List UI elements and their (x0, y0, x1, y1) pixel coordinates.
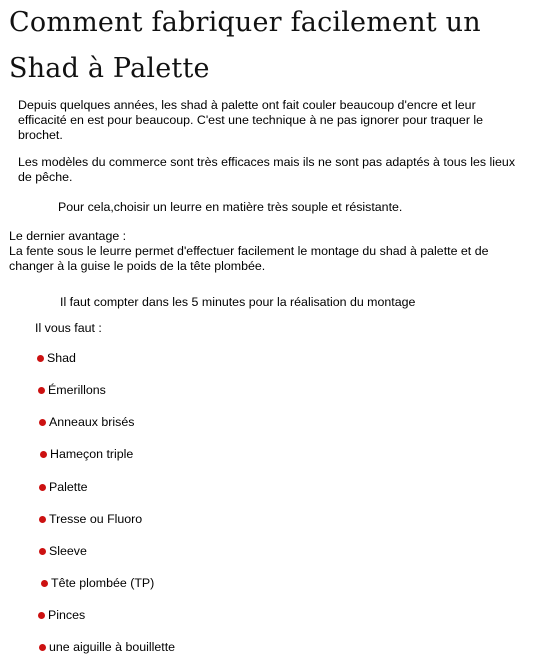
list-item-label: Pinces (48, 608, 86, 622)
bullet-dot-icon (38, 612, 45, 619)
list-item (39, 544, 87, 559)
list-item-label: Palette (49, 480, 88, 494)
intro-paragraph-1: Depuis quelques années, les shad à palette ont fait couler beaucoup d'encre et leur efficacité en est pour beaucoup. C'est une technique à ne pas ignorer pour traquer le brochet. (18, 98, 484, 142)
list-item (39, 512, 142, 527)
list-item-label: Sleeve (49, 544, 87, 558)
bullet-dot-icon (39, 419, 46, 426)
list-item (39, 480, 88, 495)
list-item (39, 415, 134, 430)
bullet-dot-icon (38, 387, 45, 394)
advantage-text: La fente sous le leurre permet d'effectuer facilement le montage du shad à palette et de changer à la guise le poids de la tête plombée. (9, 244, 489, 273)
time-note: Il faut compter dans les 5 minutes pour la réalisation du montage (60, 295, 416, 309)
list-item (38, 383, 106, 398)
list-item (37, 351, 76, 366)
list-item-label: Shad (47, 351, 76, 365)
advantage-heading: Le dernier avantage : (9, 229, 127, 243)
bullet-dot-icon (40, 451, 47, 458)
list-item-label: Hameçon triple (50, 447, 134, 461)
bullet-dot-icon (39, 548, 46, 555)
bullet-dot-icon (39, 516, 46, 523)
page-title: Comment fabriquer facilement un Shad à Palette (9, 7, 481, 84)
list-item (38, 608, 85, 623)
advantage-section (9, 229, 531, 274)
bullet-dot-icon (37, 355, 44, 362)
bullet-dot-icon (39, 484, 46, 491)
list-item (39, 640, 175, 655)
bullet-dot-icon (39, 644, 46, 651)
list-item (40, 447, 133, 462)
list-item-label: Tête plombée (TP) (51, 576, 155, 590)
need-label: Il vous faut : (35, 321, 102, 335)
intro-paragraph-2: Les modèles du commerce sont très efficaces mais ils ne sont pas adaptés à tous les lieux de pêche. (18, 155, 516, 184)
intro-paragraph-3: Pour cela,choisir un leurre en matière très souple et résistante. (58, 200, 403, 214)
list-item-label: Anneaux brisés (49, 415, 135, 429)
bullet-dot-icon (41, 580, 48, 587)
list-item-label: Émerillons (48, 383, 106, 397)
list-item-label: Tresse ou Fluoro (49, 512, 143, 526)
list-item (41, 576, 154, 591)
list-item-label: une aiguille à bouillette (49, 640, 176, 654)
